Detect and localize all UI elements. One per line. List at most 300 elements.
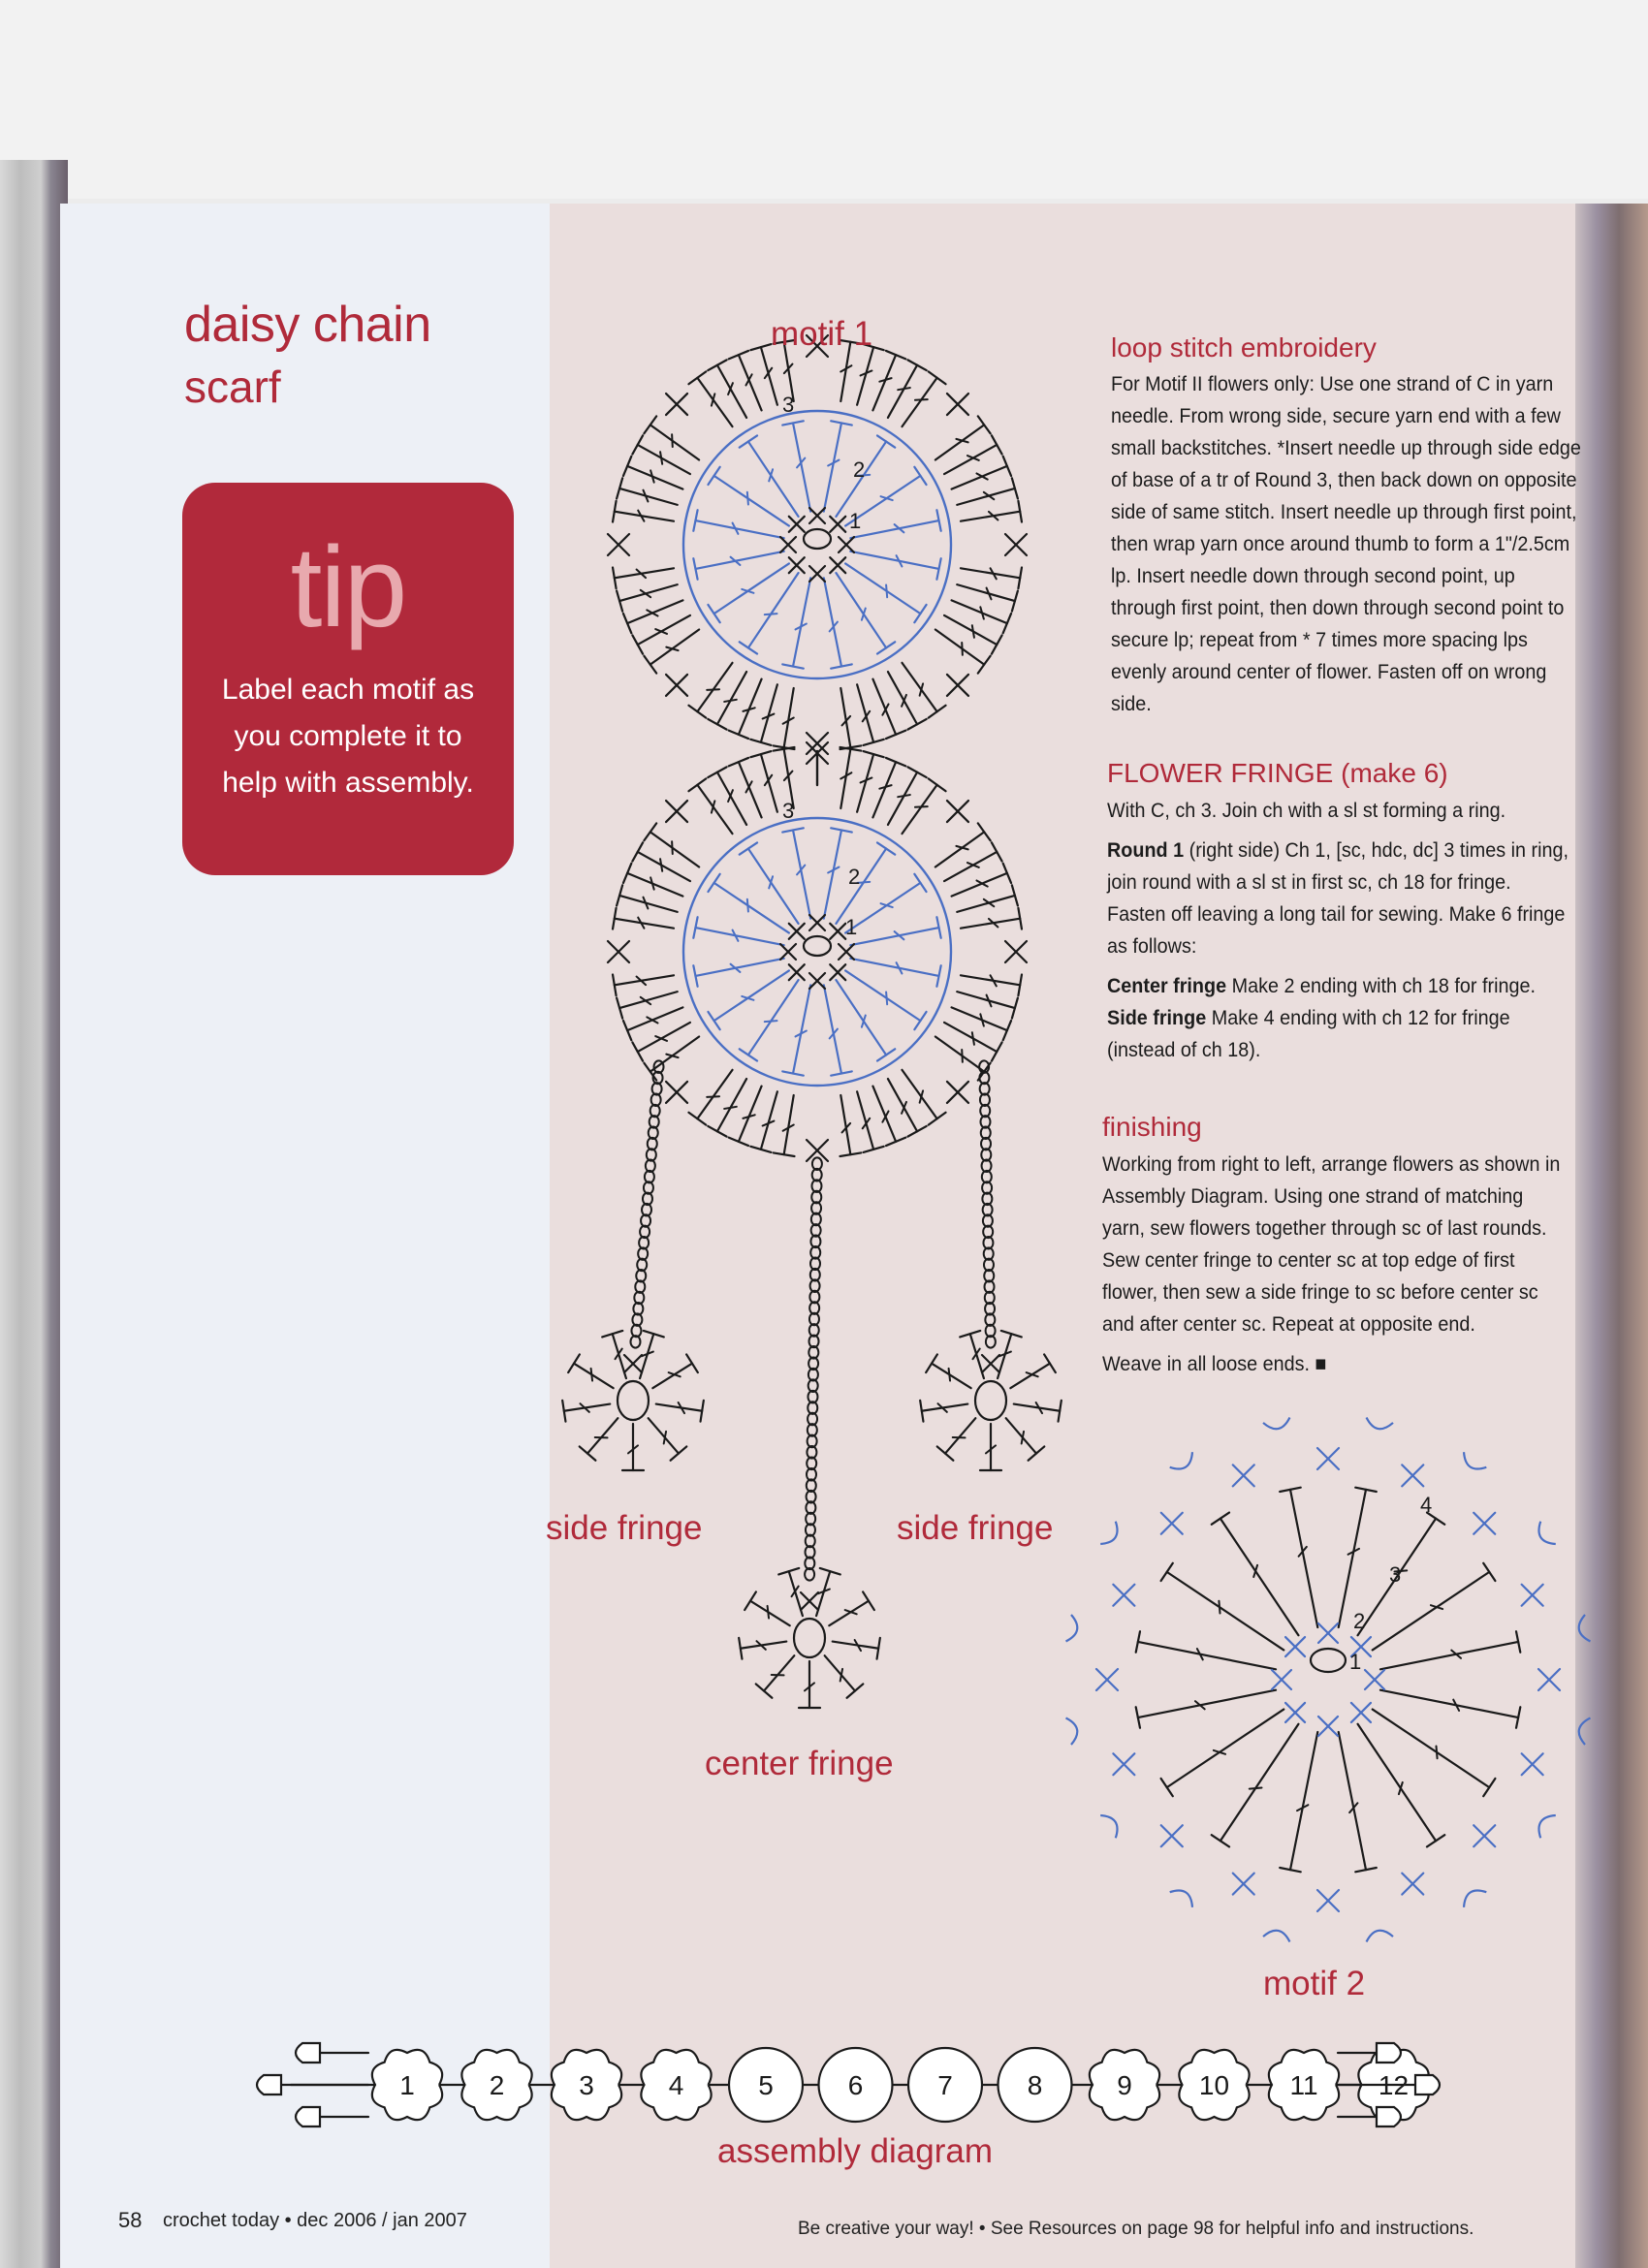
tr-stitch-tick [672, 434, 673, 447]
loop-stitch [1066, 1717, 1080, 1745]
assembly-number: 5 [758, 2070, 774, 2100]
tr-stitch-tick [664, 1432, 666, 1444]
tr-stitch-top [992, 635, 1002, 653]
tr-stitch-top [708, 1126, 726, 1137]
tr-stitch-tick [1250, 1787, 1262, 1788]
side-fringe-paragraph [1107, 1002, 1570, 1066]
round-number-3: 3 [782, 799, 795, 823]
tr-stitch [857, 754, 873, 812]
tr-stitch-top [914, 467, 926, 485]
tr-stitch-tick [742, 589, 753, 593]
tr-stitch [824, 830, 841, 918]
loop-stitch [1100, 1811, 1123, 1838]
tr-stitch [1138, 1690, 1276, 1717]
tr-stitch [697, 785, 732, 834]
tr-stitch-top [686, 1354, 698, 1372]
tr-stitch [717, 365, 746, 418]
assembly-fringe [1377, 2043, 1401, 2063]
tr-stitch [619, 584, 678, 601]
tr-stitch-tick [1399, 1782, 1403, 1794]
round1-paragraph [1107, 835, 1570, 962]
motif2-chart [1066, 1418, 1591, 1942]
tr-stitch-top [877, 842, 895, 854]
round-number-3: 3 [1389, 1562, 1402, 1587]
tr-stitch [638, 1023, 690, 1052]
tip-text: Label each motif as you complete it to help with assembly. [221, 674, 475, 799]
tr-stitch [619, 896, 678, 912]
tr-stitch [697, 663, 732, 711]
tr-stitch [888, 1079, 917, 1131]
loop-stitch [1459, 1452, 1486, 1474]
tr-stitch-tick [915, 806, 928, 807]
tr-stitch-top [978, 656, 991, 674]
tr-stitch-tick [862, 609, 866, 620]
tr-stitch-tick [881, 496, 893, 500]
tr-stitch [888, 672, 917, 724]
tr-stitch [850, 551, 938, 569]
assembly-number: 1 [399, 2070, 415, 2100]
tr-stitch [872, 762, 896, 817]
loop-stitch [1066, 1615, 1080, 1643]
tr-stitch-top [671, 1446, 687, 1460]
tr-stitch-top [632, 1042, 643, 1060]
tr-stitch-tick [769, 876, 773, 888]
tr-stitch-top [992, 435, 1002, 454]
finishing-text [1102, 1149, 1566, 1380]
tr-stitch-top [1044, 1354, 1056, 1372]
tr-stitch [944, 445, 997, 474]
tr-stitch [935, 832, 984, 866]
tr-stitch [1167, 1572, 1284, 1651]
tr-stitch [1138, 1642, 1276, 1669]
tr-stitch [697, 1070, 732, 1118]
tr-stitch-tick [1022, 1432, 1024, 1444]
tr-stitch-top [729, 1138, 748, 1146]
tr-stitch [836, 980, 886, 1055]
tr-stitch-top [1483, 1779, 1495, 1796]
tr-stitch [872, 679, 896, 735]
tr-stitch [857, 1091, 873, 1150]
tr-stitch [638, 852, 690, 881]
tr-stitch-top [978, 416, 991, 433]
center-ring [1311, 1649, 1346, 1672]
tr-stitch-top [623, 614, 631, 633]
tr-stitch-top [632, 435, 643, 454]
tr-stitch-top [863, 1591, 874, 1610]
tr-stitch [695, 551, 783, 569]
tr-stitch [829, 1601, 869, 1626]
tr-stitch [902, 663, 936, 711]
center-ring [804, 529, 831, 549]
tr-stitch-top [632, 842, 643, 861]
tr-stitch-top [623, 1021, 631, 1040]
tr-stitch [652, 1364, 692, 1389]
tr-stitch [739, 762, 762, 817]
tr-stitch-top [929, 371, 946, 384]
tr-stitch [935, 1036, 984, 1071]
tr-stitch [1339, 1732, 1366, 1870]
tr-stitch [845, 563, 920, 614]
assembly-number: 11 [1289, 2070, 1318, 2100]
tr-stitch [1006, 1418, 1036, 1453]
tr-stitch [825, 1655, 855, 1690]
assembly-fringe [257, 2075, 281, 2095]
magazine-issue: crochet today • dec 2006 / jan 2007 [163, 2210, 467, 2231]
fringe-chains [630, 1060, 995, 1580]
center-fringe-text: Make 2 ending with ch 18 for fringe. [1231, 974, 1536, 997]
tr-stitch [872, 355, 896, 410]
assembly-number: 9 [1117, 2070, 1132, 2100]
tr-stitch [1167, 1710, 1284, 1788]
tr-stitch [824, 423, 841, 511]
tr-stitch [697, 378, 732, 426]
motif1-label: motif 1 [771, 315, 873, 353]
tr-stitch-top [929, 1113, 946, 1125]
tr-stitch [761, 1091, 777, 1150]
tr-stitch [902, 785, 936, 834]
loop-stitch [1365, 1418, 1393, 1432]
assembly-number: 6 [847, 2070, 864, 2100]
tr-stitch [1010, 1364, 1050, 1389]
tr-stitch-tick [881, 903, 893, 907]
tr-stitch [1339, 1490, 1366, 1627]
tr-stitch [714, 883, 789, 933]
tr-stitch [650, 425, 699, 459]
tr-stitch [836, 573, 886, 647]
tr-stitch-top [926, 1354, 937, 1372]
tip-heading: tip [290, 523, 406, 651]
tr-stitch [836, 849, 886, 924]
tr-stitch [793, 985, 810, 1073]
tr-stitch-tick [672, 841, 673, 854]
tr-stitch [957, 488, 1015, 505]
tr-stitch [888, 365, 917, 418]
assembly-number: 8 [1027, 2070, 1043, 2100]
tr-stitch [739, 679, 762, 735]
page-subtitle: scarf [184, 362, 281, 412]
tr-stitch-top [1029, 1446, 1045, 1460]
tr-stitch-top [1212, 1835, 1229, 1846]
tr-stitch [695, 959, 783, 976]
tr-stitch [717, 772, 746, 825]
tr-stitch-tick [949, 1369, 950, 1381]
tr-stitch [1380, 1690, 1518, 1717]
tr-stitch [650, 1036, 699, 1071]
tr-stitch [793, 578, 810, 666]
tr-stitch-tick [747, 899, 748, 912]
assembly-number: 2 [489, 2070, 505, 2100]
tr-stitch [695, 520, 783, 538]
round-number-3: 3 [782, 393, 795, 417]
tr-stitch [902, 378, 936, 426]
tr-stitch-top [937, 1446, 954, 1460]
tr-stitch [748, 980, 799, 1055]
finishing-body: Working from right to left, arrange flowers as shown in Assembly Diagram. Using one strand of matching yarn, sew flowers together through sc of last rounds. Sew center fringe to center sc at top edge of first flower, then sew a side fringe to sc before center sc and after center sc. Repeat at opposite end. [1102, 1152, 1561, 1336]
tr-stitch-tick [742, 996, 753, 1000]
tr-stitch-top [907, 767, 926, 777]
tr-stitch [1290, 1732, 1317, 1870]
tr-stitch-top [708, 767, 726, 777]
assembly-diagram-chart [257, 2043, 1440, 2126]
loop-stitch [1576, 1615, 1590, 1643]
tr-stitch [695, 928, 783, 945]
tr-stitch-top [708, 605, 719, 622]
tr-stitch-top [1427, 1835, 1444, 1846]
finishing-heading: finishing [1102, 1112, 1202, 1142]
assembly-fringe [1377, 2107, 1401, 2126]
tr-stitch-top [688, 1113, 706, 1125]
round-2-ring [683, 818, 951, 1086]
tr-stitch-top [745, 1591, 756, 1610]
tr-stitch [619, 488, 678, 505]
round-number-2: 2 [1353, 1609, 1366, 1633]
tr-stitch-top [688, 778, 706, 791]
loop-stitch [1100, 1522, 1123, 1549]
tr-stitch-top [914, 605, 926, 622]
tr-stitch-tick [1214, 1750, 1225, 1754]
tr-stitch [649, 1418, 679, 1453]
fringe-ring [975, 1381, 1006, 1420]
fringe-ring [618, 1381, 649, 1420]
loop-stitch [1459, 1885, 1486, 1907]
tr-stitch-top [886, 731, 905, 739]
assembly-number: 10 [1198, 2070, 1230, 2100]
page-title: daisy chain [184, 297, 431, 353]
tr-stitch [739, 1087, 762, 1142]
tr-stitch [944, 852, 997, 881]
tr-stitch-tick [962, 643, 963, 655]
tr-stitch [793, 423, 810, 511]
tr-stitch [857, 347, 873, 405]
tr-stitch [1220, 1724, 1299, 1842]
tr-stitch-tick [768, 1606, 769, 1619]
tr-stitch [824, 578, 841, 666]
tr-stitch [638, 615, 690, 645]
tr-stitch [850, 928, 938, 945]
tr-stitch-top [978, 823, 991, 840]
tr-stitch-top [992, 842, 1002, 861]
tr-stitch-top [929, 706, 946, 718]
tr-stitch-tick [707, 1096, 719, 1097]
tr-stitch-top [708, 874, 719, 892]
round-2-ring [683, 411, 951, 678]
tr-stitch [850, 959, 938, 976]
tr-stitch [650, 832, 699, 866]
tr-stitch [1358, 1724, 1437, 1842]
tr-stitch-top [623, 864, 631, 883]
tr-stitch-top [1161, 1779, 1173, 1796]
assembly-number: 7 [937, 2070, 953, 2100]
round1-label: Round 1 [1107, 838, 1185, 862]
tr-stitch-top [740, 435, 757, 447]
tr-stitch-top [708, 360, 726, 370]
loop-stitch [1576, 1717, 1590, 1745]
tr-stitch [845, 970, 920, 1021]
round-number-2: 2 [853, 457, 866, 482]
tr-stitch [952, 466, 1007, 489]
tr-stitch-tick [707, 689, 719, 690]
round-number-4: 4 [1420, 1493, 1433, 1517]
side-fringe-term: Side fringe [1107, 1006, 1207, 1029]
tr-stitch-tick [724, 700, 737, 702]
tr-stitch-tick [1431, 1605, 1442, 1609]
flower-fringe-intro: With C, ch 3. Join ch with a sl st forming a ring. [1107, 799, 1506, 822]
round-number-1: 1 [1349, 1650, 1362, 1674]
tr-stitch [872, 1087, 896, 1142]
loop-stitch-body: For Motif II flowers only: Use one strand of C in yarn needle. From wrong side, secure yarn end with a few small backstitches. *Insert needle up through side edge of base of a tr of Round 3, then back down on opposite side of same stitch. Insert needle up through first point, then wrap yarn once around thumb to form a 1"/2.5cm lp. Insert needle down through second point, up through first point, then down through second point to secure lp; repeat from * 7 times more spacing lps evenly around center of flower. Fasten off on wrong side. [1111, 372, 1581, 715]
center-fringe-paragraph [1107, 970, 1570, 1002]
loop-stitch [1263, 1418, 1291, 1432]
assembly-fringe [296, 2107, 320, 2126]
assembly-number: 3 [579, 2070, 594, 2100]
tr-stitch [957, 896, 1015, 912]
tr-stitch [627, 466, 682, 489]
tr-stitch-tick [1219, 1601, 1220, 1614]
tr-stitch-top [644, 656, 656, 674]
tr-stitch [717, 672, 746, 724]
tr-stitch-top [568, 1354, 580, 1372]
tr-stitch-top [632, 635, 643, 653]
side-fringe-text: Make 4 ending with ch 12 for fringe (instead of ch 18). [1107, 1006, 1510, 1061]
tr-stitch-tick [972, 1032, 974, 1045]
loop-stitch [1534, 1522, 1556, 1549]
tr-stitch-top [886, 758, 905, 766]
tr-stitch-top [877, 435, 895, 447]
assembly-fringe [296, 2043, 320, 2063]
tr-stitch [944, 1023, 997, 1052]
tr-stitch-top [644, 823, 656, 840]
tr-stitch-top [688, 706, 706, 718]
side-fringe-label-left: side fringe [546, 1509, 703, 1547]
tr-stitch-tick [591, 1369, 592, 1381]
tr-stitch-top [907, 1126, 926, 1137]
motif1-chart-bottom [608, 742, 1027, 1161]
tr-stitch-top [740, 842, 757, 854]
tr-stitch-tick [898, 795, 910, 797]
round-number-1: 1 [845, 915, 858, 939]
tr-stitch [957, 992, 1015, 1008]
round1-text: (right side) Ch 1, [sc, hdc, dc] 3 times in ring, join round with a sl st in first sc, ch 18 for fringe. Fasten off leaving a long tail for sewing. Make 6 fringe as follows: [1107, 838, 1569, 958]
tr-stitch-tick [660, 452, 662, 464]
tr-stitch [748, 442, 799, 517]
tr-stitch [717, 1079, 746, 1131]
tr-stitch-top [877, 1049, 895, 1060]
tr-stitch [952, 600, 1007, 623]
tr-stitch-top [708, 1012, 719, 1029]
tr-stitch [650, 629, 699, 664]
tr-stitch [902, 1070, 936, 1118]
tr-stitch [952, 1007, 1007, 1030]
tr-stitch [750, 1601, 790, 1626]
tr-stitch-tick [769, 469, 773, 481]
tr-stitch-top [580, 1446, 596, 1460]
tr-stitch [945, 1418, 975, 1453]
tr-stitch [761, 684, 777, 742]
tr-stitch-top [708, 467, 719, 485]
loop-stitch-text [1111, 368, 1584, 720]
tr-stitch [944, 615, 997, 645]
tr-stitch [935, 629, 984, 664]
tr-stitch-tick [972, 625, 974, 638]
tr-stitch [888, 772, 917, 825]
motif2-label: motif 2 [1263, 1965, 1366, 2002]
tr-stitch-top [1003, 1021, 1011, 1040]
assembly-fringe [1415, 2075, 1440, 2095]
loop-stitch [1263, 1928, 1291, 1941]
tr-stitch-top [729, 351, 748, 359]
tr-stitch [1373, 1710, 1490, 1788]
loop-stitch [1534, 1811, 1556, 1838]
tr-stitch-top [1483, 1563, 1495, 1581]
loop-stitch [1170, 1885, 1197, 1907]
tr-stitch [761, 754, 777, 812]
tr-stitch-top [644, 416, 656, 433]
tr-stitch-top [756, 1684, 773, 1697]
tr-stitch [957, 584, 1015, 601]
center-ring [804, 936, 831, 956]
tr-stitch-tick [962, 1050, 963, 1062]
tr-stitch [793, 830, 810, 918]
tr-stitch [935, 425, 984, 459]
tr-stitch-top [729, 758, 748, 766]
tr-stitch-top [907, 360, 926, 370]
weave-note: Weave in all loose ends. ■ [1102, 1352, 1327, 1375]
tr-stitch-tick [765, 1021, 777, 1022]
tr-stitch-top [907, 719, 926, 730]
tr-stitch-tick [1436, 1746, 1437, 1758]
tr-stitch [748, 573, 799, 647]
tr-stitch-tick [840, 1669, 842, 1682]
tr-stitch [714, 563, 789, 614]
assembly-diagram-label: assembly diagram [717, 2132, 993, 2170]
loop-stitch [1365, 1928, 1393, 1941]
tr-stitch [574, 1364, 614, 1389]
tr-stitch [1290, 1490, 1317, 1627]
tr-stitch-tick [1253, 1565, 1257, 1577]
flower-fringe-text [1107, 795, 1570, 1066]
tr-stitch [627, 1007, 682, 1030]
footer-tagline: Be creative your way! • See Resources on page 98 for helpful info and instructions. [798, 2219, 1474, 2239]
tr-stitch [627, 873, 682, 897]
tr-stitch-tick [747, 492, 748, 505]
tr-stitch [764, 1655, 794, 1690]
tr-stitch [739, 355, 762, 410]
tr-stitch-top [1003, 864, 1011, 883]
tr-stitch [619, 992, 678, 1008]
tr-stitch-tick [886, 992, 887, 1004]
tr-stitch-top [1003, 614, 1011, 633]
tr-stitch-tick [886, 584, 887, 597]
side-fringe-label-right: side fringe [897, 1509, 1054, 1547]
tr-stitch [714, 970, 789, 1021]
tr-stitch-top [688, 371, 706, 384]
motif1-chart-top [608, 335, 1027, 785]
tr-stitch [824, 985, 841, 1073]
round-number-1: 1 [849, 509, 862, 533]
tr-stitch [627, 600, 682, 623]
tr-stitch-top [877, 642, 895, 653]
tr-stitch-tick [724, 1107, 737, 1109]
tr-stitch-tick [915, 399, 928, 400]
tr-stitch [748, 849, 799, 924]
tr-stitch-tick [862, 1016, 866, 1027]
tr-stitch-top [1161, 1563, 1173, 1581]
tr-stitch [850, 520, 938, 538]
tr-stitch-top [992, 1042, 1002, 1060]
tr-stitch-top [1003, 457, 1011, 476]
tr-stitch-top [886, 351, 905, 359]
tr-stitch [761, 347, 777, 405]
